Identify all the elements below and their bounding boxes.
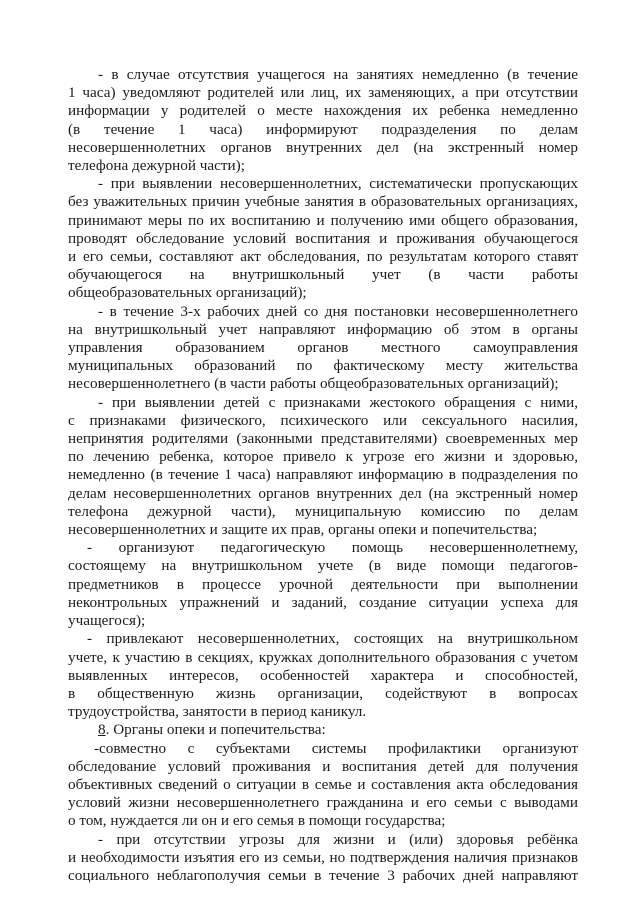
text-line: и необходимости изъятия его из семьи, но подтверждения наличия признаков xyxy=(68,848,578,866)
section-number: 8 xyxy=(98,721,106,739)
section-heading-line xyxy=(68,721,578,739)
text-line: выявленных интересов, особенностей характера и способностей, xyxy=(68,666,578,684)
text-line: - в случае отсутствия учащегося на занятиях немедленно (в течение xyxy=(98,66,578,83)
text-line: обследование условий проживания и воспитания детей для получения xyxy=(68,757,578,775)
text-line: (в течение 1 часа) информируют подразделения по делам xyxy=(68,120,578,138)
text-line: немедленно (в течение 1 часа) направляют информацию в подразделения по xyxy=(68,466,578,484)
paragraph-extracurricular xyxy=(68,630,578,721)
text-line: предметников в процессе урочной деятельности при выполнении xyxy=(68,575,578,593)
text-line: непринятия родителями (законными представителями) своевременных мер xyxy=(68,430,578,448)
text-line: обучающегося на внутришкольный учет (в части работы xyxy=(68,266,578,284)
text-line: несовершеннолетних органов внутренних дел (на экстренный номер xyxy=(68,138,578,156)
text-line: неконтрольных упражнений и заданий, создание ситуации успеха для xyxy=(68,593,578,611)
text-line: и его семьи, составляют акт обследования, по результатам которого ставят xyxy=(68,248,578,266)
section-heading-text: . Органы опеки и попечительства: xyxy=(105,721,326,739)
text-line: о том, нуждается ли он и его семья в помощи государства; xyxy=(68,812,446,830)
text-line: несовершеннолетних и защите их прав, органы опеки и попечительства; xyxy=(68,521,538,539)
text-line: - при выявлении несовершеннолетних, систематически пропускающих xyxy=(98,175,578,193)
text-line: без уважительных причин учебные занятия в образовательных организациях, xyxy=(68,193,578,211)
text-line: делам несовершеннолетних органов внутренних дел (на экстренный номер xyxy=(68,484,578,502)
text-line: - привлекают несовершеннолетних, состоящих на внутришкольном xyxy=(87,630,578,648)
text-line: учете, к участию в секциях, кружках дополнительного образования с учетом xyxy=(68,648,578,666)
paragraph-truancy-measures xyxy=(68,175,578,302)
text-line: - в течение 3-х рабочих дней со дня постановки несовершеннолетнего xyxy=(98,302,578,320)
text-line: на внутришкольный учет направляют информацию об этом в органы xyxy=(68,320,578,338)
text-line: условий жизни несовершеннолетнего гражданина и его семьи с выводами xyxy=(68,794,578,812)
text-line: несовершеннолетнего (в части работы общеобразовательных организаций); xyxy=(68,375,559,393)
paragraph-registration-info xyxy=(68,303,578,394)
text-line: социального неблагополучия семьи в течение 3 рабочих дней направляют xyxy=(68,866,578,884)
text-line: управления образованием органов местного самоуправления xyxy=(68,339,578,357)
paragraph-pedagogical-help xyxy=(68,539,578,630)
text-line: 1 часа) уведомляют родителей или лиц, их заменяющих, а при отсутствии xyxy=(68,84,578,102)
text-line: с признаками физического, психического или сексуального насилия, xyxy=(68,411,578,429)
text-line: состоящему на внутришкольном учете (в виде помощи педагогов- xyxy=(68,557,578,575)
text-line: трудоустройства, занятости в период каникул. xyxy=(68,703,367,721)
paragraph-no-threat xyxy=(68,831,578,886)
text-line: -совместно с субъектами системы профилактики организуют xyxy=(94,739,578,757)
text-line: муниципальных образований по фактическому месту жительства xyxy=(68,357,578,375)
text-line: телефона дежурной части), муниципальную комиссию по делам xyxy=(68,502,578,520)
text-line: учащегося); xyxy=(68,612,146,630)
text-line: общеобразовательных организаций); xyxy=(68,284,307,302)
text-line: по лечению ребенка, которое привело к угрозе его жизни и здоровью, xyxy=(68,448,578,466)
text-line: - организуют педагогическую помощь несовершеннолетнему, xyxy=(87,539,578,557)
paragraph-guardianship-inspection xyxy=(68,740,578,831)
text-line: информации у родителей о месте нахождения их ребенка немедленно xyxy=(68,102,578,120)
text-line: объективных сведений о ситуации в семье и составления акта обследования xyxy=(68,775,578,793)
text-line: телефона дежурной части); xyxy=(68,157,245,175)
paragraph-abuse-detection xyxy=(68,394,578,540)
text-line: в общественную жизнь организации, содействуют в вопросах xyxy=(68,684,578,702)
text-line: - при отсутствии угрозы для жизни и (или) здоровья ребёнка xyxy=(98,830,578,848)
paragraph-absence-notification xyxy=(68,66,578,175)
text-line: принимают меры по их воспитанию и получению ими общего образования, xyxy=(68,211,578,229)
text-line: проводят обследование условий воспитания и проживания обучающегося xyxy=(68,229,578,247)
section-heading-8 xyxy=(68,721,578,739)
document-page xyxy=(68,66,578,885)
text-line: - при выявлении детей с признаками жестокого обращения с ними, xyxy=(98,393,578,411)
